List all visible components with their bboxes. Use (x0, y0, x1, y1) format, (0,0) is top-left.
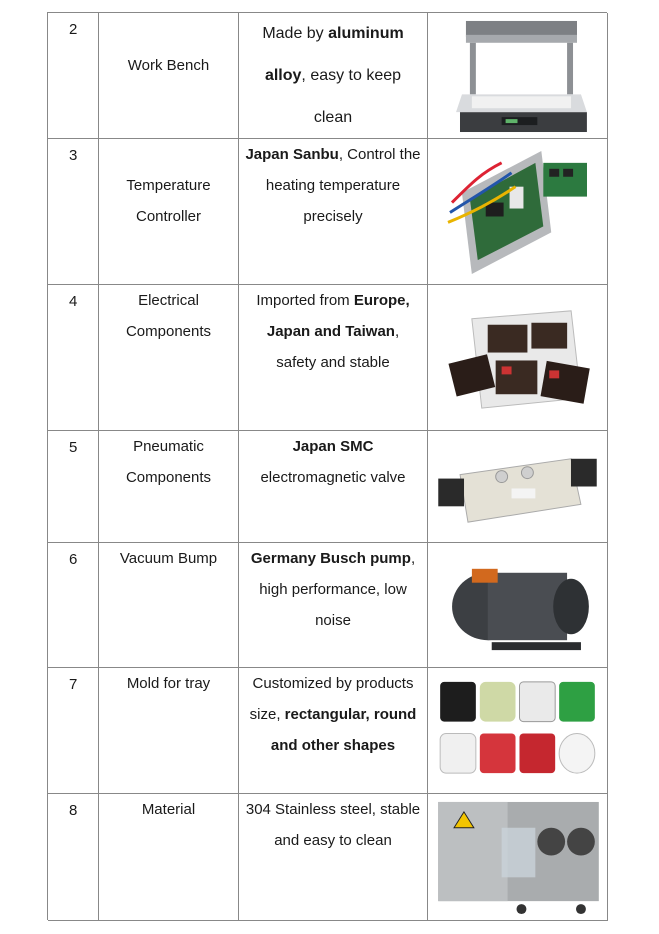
description-text: Customized by products size, (249, 675, 414, 723)
vacuum-pump-photo (432, 547, 603, 663)
row-number: 5 (69, 439, 78, 456)
component-description (239, 285, 427, 378)
row-number: 3 (69, 147, 78, 164)
table-row (48, 285, 608, 431)
row-number: 4 (69, 293, 78, 310)
component-name: Material (141, 801, 196, 818)
component-name: Work Bench (127, 57, 210, 74)
table-row (48, 139, 608, 285)
row-number: 8 (69, 802, 78, 819)
component-name: Vacuum Bump (119, 550, 218, 567)
table-row (48, 431, 608, 543)
component-description (239, 139, 427, 232)
pneumatic-valve-photo (432, 435, 603, 538)
component-description (239, 13, 427, 139)
highlight-text: rectangular, round and other shapes (270, 706, 417, 754)
row-number: 6 (69, 551, 78, 568)
description-text: , Control the heating temperature precisely (265, 146, 421, 225)
component-description (239, 794, 427, 856)
component-description (239, 431, 427, 493)
row-number: 2 (69, 21, 78, 38)
table-row (48, 794, 608, 921)
row-number: 7 (69, 676, 78, 693)
table-row (48, 543, 608, 668)
component-name: Mold for tray (126, 675, 211, 692)
electrical-components-photo (432, 289, 603, 426)
highlight-text: Germany Busch pump (250, 550, 411, 567)
spec-table (47, 12, 607, 920)
description-text: electromagnetic valve (260, 469, 406, 486)
table-row (48, 668, 608, 794)
component-name: Pneumatic Components (125, 438, 212, 486)
description-text: , safety and stable (276, 323, 400, 371)
component-name: Temperature Controller (126, 177, 211, 225)
temperature-controller-photo (432, 143, 603, 280)
highlight-text: Japan SMC (292, 438, 374, 455)
description-text: Imported from (256, 292, 354, 309)
highlight-text: aluminum (328, 25, 404, 42)
component-description (239, 543, 427, 636)
stainless-steel-machine-photo (432, 798, 603, 916)
highlight-text: Japan Sanbu (245, 146, 339, 163)
work-bench-photo (432, 17, 603, 134)
component-description (239, 668, 427, 761)
description-text: Made by (262, 25, 329, 42)
description-text: , easy to keep clean (301, 67, 402, 126)
description-text: , high performance, low noise (259, 550, 416, 629)
component-name: Electrical Components (125, 292, 212, 340)
table-row (48, 13, 608, 139)
highlight-text: alloy (264, 67, 302, 84)
tray-molds-photo (432, 672, 603, 789)
highlight-text: Europe, Japan and Taiwan (266, 292, 410, 340)
description-text: 304 Stainless steel, stable and easy to clean (245, 801, 421, 849)
